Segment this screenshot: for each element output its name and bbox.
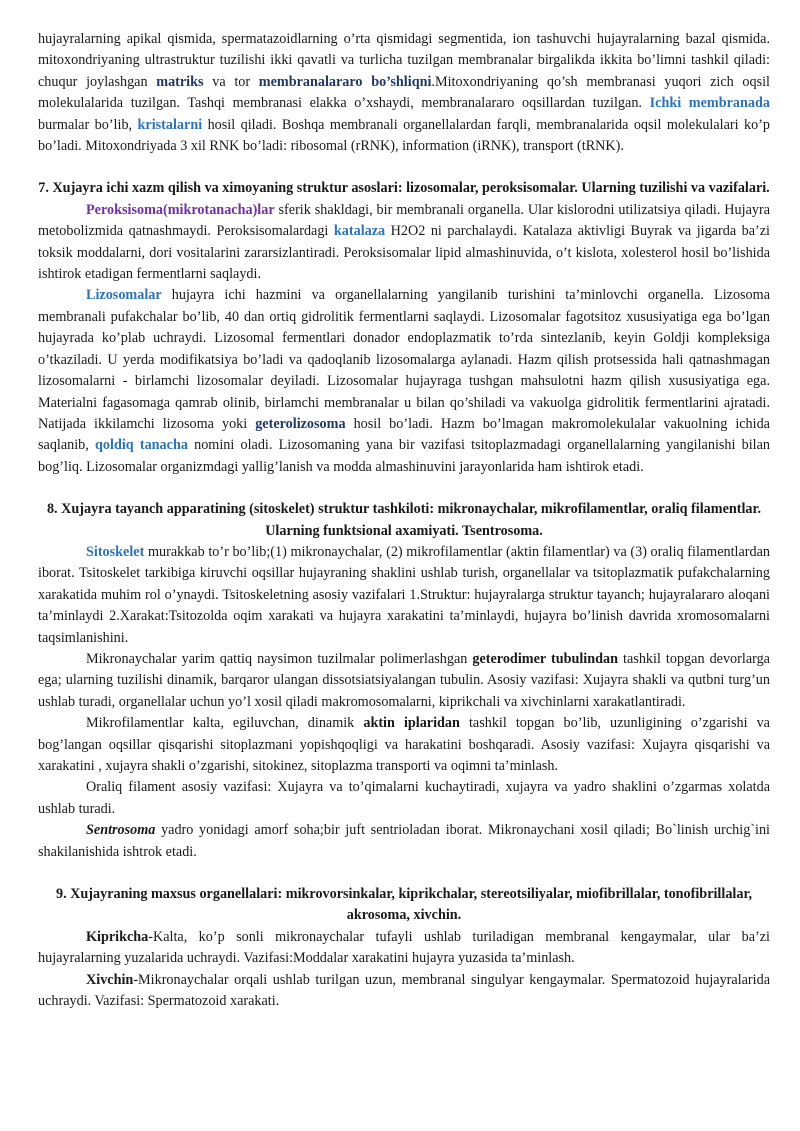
- peroxisome-paragraph: Peroksisoma(mikrotanacha)lar sferik shakldagi, bir membranali organella. Ular kislorodni utilizatsiya qiladi. Hujayra metobolizmida qatnashmaydi. Peroksisomalardagi katalaza H2O2 ni parchalaydi. Katalaza aktivligi Buyrak va jigarda ba’zi toksik moddalarni, dori vositalarini zararsizlantiradi. Peroksisomalar lipid almashinuvida, o’t kislota, xolesterol hosil bo’lishida ishtirok etadigan fermentlarni saqlaydi.: [38, 201, 770, 283]
- term-sentrosoma: Sentrosoma: [86, 822, 156, 839]
- term-peroksisoma: Peroksisoma(mikrotanacha)lar: [86, 201, 275, 218]
- microfilament-paragraph: Mikrofilamentlar kalta, egiluvchan, dinamik aktin iplaridan tashkil topgan bo’lib, uzunligining o’zgarishi va bog’langan oqsillar qisqarishi sitoplazmani yopishqoqligi va harakatini boshqaradi. Asosiy vazifasi: Xujayra qisqarishi va xarakatini , xujayra shakli o’zgarishi, sitokinez, sitoplazma transporti va oqimni ta’minlash.: [38, 715, 770, 774]
- centrosome-paragraph: Sentrosoma yadro yonidagi amorf soha;bir juft sentrioladan iborat. Mikronaychani xosil qiladi; Bo`linish urchig`ini shakilanishida ishtrok etadi.: [38, 822, 770, 860]
- term-membranalararo: membranalararo bo’shliqni: [258, 73, 432, 90]
- term-kiprikcha: Kiprikcha: [86, 928, 149, 945]
- term-katalaza: katalaza: [333, 223, 386, 240]
- cilia-paragraph: Kiprikcha-Kalta, ko’p sonli mikronaychalar tufayli ushlab turiladigan membranal kengaymalar, ular ba’zi hujayralarning yuzalarida uchraydi. Vazifasi:Moddalar xarakatini hujayra yuzasida ta’minlash.: [38, 928, 770, 967]
- lysosome-paragraph: Lizosomalar hujayra ichi hazmini va organellalarning yangilanib turishini ta’minlovchi organella. Lizosoma membranali pufakchalar bo’lib, 40 dan ortiq gidrolitik fermentlarni saqlaydi. Lizosomalar fagotsitoz xususiyatiga ega bo’lgan hujayrada ko’plab uchraydi. Lizosomal fermentlari donador endoplazmatik to’rda sintezlanib, keyin Goldji kompleksiga o’tkaziladi. U yerda modifikatsiya bo’ladi va qadoqlanib lizosomalarga aylanadi. Hazm qilish protsessida hali qatnashmagan lizosomalarni - birlamchi lizosomalar deyiladi. Lizosomalar hujayraga tushgan mahsulotni hazm qilish xususiyatiga ega. Materialni fagasomaga qamrab olinib, birlamchi membranalar u bilan qo’shiladi va vakuolga gidrolitik fermentlarini ajratadi. Natijada ikkilamchi lizosoma yoki geterolizosoma hosil bo’ladi. Hazm bo’lmagan makromolekulalar vakuolning ichida saqlanib, qoldiq tanacha nomini oladi. Lizosomaning yana bir vazifasi tsitoplazmadagi organellalarning yangilanishi bilan bog’liq. Lizosomalar organizmdagi yallig’lanish va modda almashinuvini jarayonlarida ham ishtirok etadi.: [38, 287, 770, 475]
- term-xivchin: Xivchin: [86, 971, 134, 988]
- term-lizosomalar: Lizosomalar: [86, 287, 162, 304]
- document-page: [38, 29, 770, 1012]
- heading-section-9: 9. Xujayraning maxsus organellalari: mikrovorsinkalar, kiprikchalar, stereotsiliyalar, miofibrillalar, tonofibrillalar, akrosoma, xivchin.: [55, 886, 752, 924]
- heading-section-7: 7. Xujayra ichi xazm qilish va ximoyaning struktur asoslari: lizosomalar, peroksisomalar. Ularning tuzilishi va vazifalari.: [38, 180, 770, 197]
- flagellum-paragraph: Xivchin-Mikronaychalar orqali ushlab turilgan uzun, membranal singulyar kengaymalar. Spermatozoid hujayralarida uchraydi. Vazifasi: Spermatozoid xarakati.: [38, 971, 770, 1010]
- mitochondria-paragraph: hujayralarning apikal qismida, spermatazoidlarning o’rta qismidagi segmentida, ion tashuvchi hujayralarning bazal qismida. mitoxondriyaning ultrastruktur tuzilishi ikki qavatli va turlicha tuzilgan membranalar birgalikda ikkita bo’limni tashkil qiladi: chuqur joylashgan matriks va tor membranalararo bo’shliqni.Mitoxondriyaning qo’sh membranasi yuqori zich oqsil molekulalarida tuzilgan. Tashqi membranasi elakka o’xshaydi, membranalararo oqsillardan tuzilgan. Ichki membranada burmalar bo’lib, kristalarni hosil qiladi. Boshqa membranali organellalardan farqli, membranalarida oqsil molekulalari ko’p bo’ladi. Mitoxondriyada 3 xil RNK bo’ladi: ribosomal (rRNK), information (iRNK), transport (tRNK).: [38, 31, 770, 155]
- term-ichki-membrana: Ichki membranada: [649, 95, 770, 112]
- term-sitoskelet: Sitoskelet: [86, 543, 145, 560]
- heading-section-8: 8. Xujayra tayanch apparatining (sitoskelet) struktur tashkiloti: mikronaychalar, mikrofilamentlar, oraliq filamentlar. Ularning funktsional axamiyati. Tsentrosoma.: [46, 501, 762, 539]
- cytoskeleton-paragraph: Sitoskelet murakkab to’r bo’lib;(1) mikronaychalar, (2) mikrofilamentlar (aktin filamentlar) va (3) oraliq filamentlardan iborat. Tsitoskelet tarkibiga kiruvchi oqsillar hujayraning shaklini ushlab turish, organellalar va tsitoplazmatik pufakchalarning xarakatida muhim rol o’ynaydi. Tsitoskeletning asosiy vazifalari 1.Struktur: hujayralarga struktur tayanch; hujayralararo aloqani ta’minlaydi 2.Xarakat:Tsitozolda oqim xarakati va hujayra xarakatini ta’minlaydi, hujayra bo’linish davrida xromosomalarni taqsimlanishini.: [38, 543, 770, 646]
- term-matriks: matriks: [156, 73, 204, 90]
- intermediate-filament-paragraph: Oraliq filament asosiy vazifasi: Xujayra va to’qimalarni kuchaytiradi, xujayra va yadro shaklini o’zgarmas xolatda ushlab turadi.: [38, 779, 770, 817]
- term-geterodimer: geterodimer tubulindan: [472, 650, 619, 667]
- term-kristalar: kristalarni: [137, 116, 203, 133]
- microtubule-paragraph: Mikronaychalar yarim qattiq naysimon tuzilmalar polimerlashgan geterodimer tubulindan tashkil topgan devorlarga ega; ularning tuzilishi dinamik, barqaror ulangan dissotsiatsiyalangan tubulin. Asosiy vazifasi: Xujayra shakli va qutbni turg’un ushlab turadi, organellalar uchun yo’l xosil qiladi makromosomalarni, kiprikchali va xivchinlarni xarakatlantiradi.: [38, 650, 770, 710]
- term-geterolizosoma: geterolizosoma: [255, 415, 346, 432]
- term-qoldiq-tanacha: qoldiq tanacha: [95, 437, 188, 454]
- term-aktin: aktin iplaridan: [363, 715, 460, 732]
